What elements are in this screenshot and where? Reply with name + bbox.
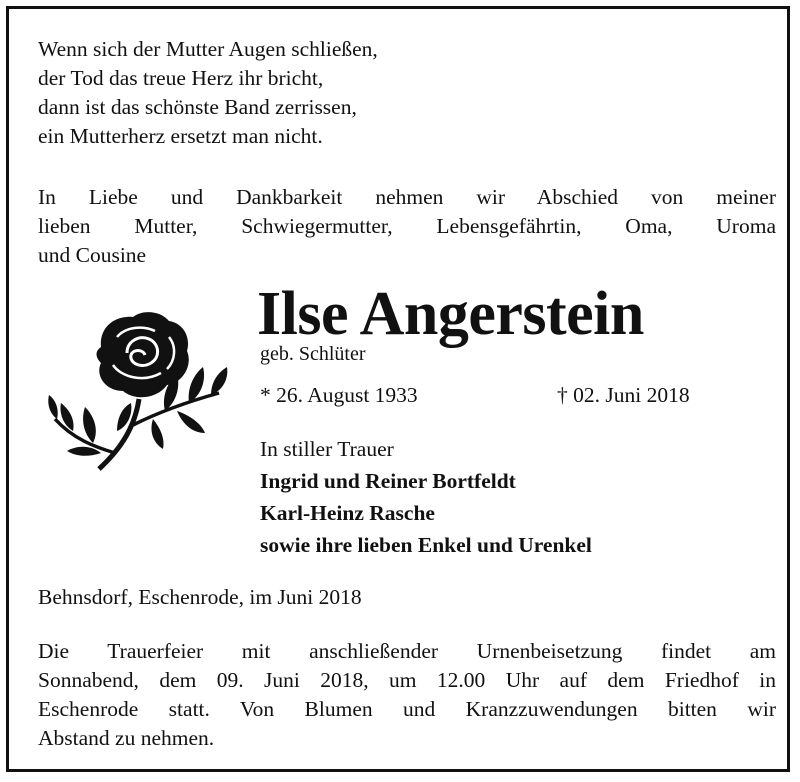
intro-text	[38, 183, 776, 270]
mourner-name: sowie ihre lieben Enkel und Urenkel	[260, 533, 592, 557]
mourners	[260, 433, 592, 561]
poem-line: der Tod das treue Herz ihr bricht,	[38, 66, 324, 90]
birth-date: * 26. August 1933	[260, 383, 418, 407]
service-line: Eschenrode statt. Von Blumen und Kranzzuwendungen bitten wir	[38, 697, 776, 721]
poem-line: Wenn sich der Mutter Augen schließen,	[38, 37, 378, 61]
service-line: Abstand zu nehmen.	[38, 726, 215, 750]
place-date: Behnsdorf, Eschenrode, im Juni 2018	[38, 585, 362, 609]
poem-line: ein Mutterherz ersetzt man nicht.	[38, 124, 323, 148]
intro-line: und Cousine	[38, 243, 147, 267]
rose-icon	[43, 307, 233, 487]
intro-line: lieben Mutter, Schwiegermutter, Lebensgefährtin, Oma, Uroma	[38, 214, 776, 238]
service-line: Die Trauerfeier mit anschließender Urnenbeisetzung findet am	[38, 639, 776, 663]
deceased-name: Ilse Angerstein	[257, 280, 644, 348]
death-date: † 02. Juni 2018	[557, 383, 690, 407]
mourners-heading: In stiller Trauer	[260, 437, 394, 461]
poem	[38, 35, 758, 151]
birth-name: geb. Schlüter	[260, 343, 366, 365]
mourner-name: Karl-Heinz Rasche	[260, 501, 435, 525]
obituary-notice	[6, 6, 790, 772]
intro-line: In Liebe und Dankbarkeit nehmen wir Abschied von meiner	[38, 185, 776, 209]
service-info	[38, 637, 776, 753]
service-line: Sonnabend, dem 09. Juni 2018, um 12.00 Uhr auf dem Friedhof in	[38, 668, 776, 692]
poem-line: dann ist das schönste Band zerrissen,	[38, 95, 357, 119]
mourner-name: Ingrid und Reiner Bortfeldt	[260, 469, 516, 493]
